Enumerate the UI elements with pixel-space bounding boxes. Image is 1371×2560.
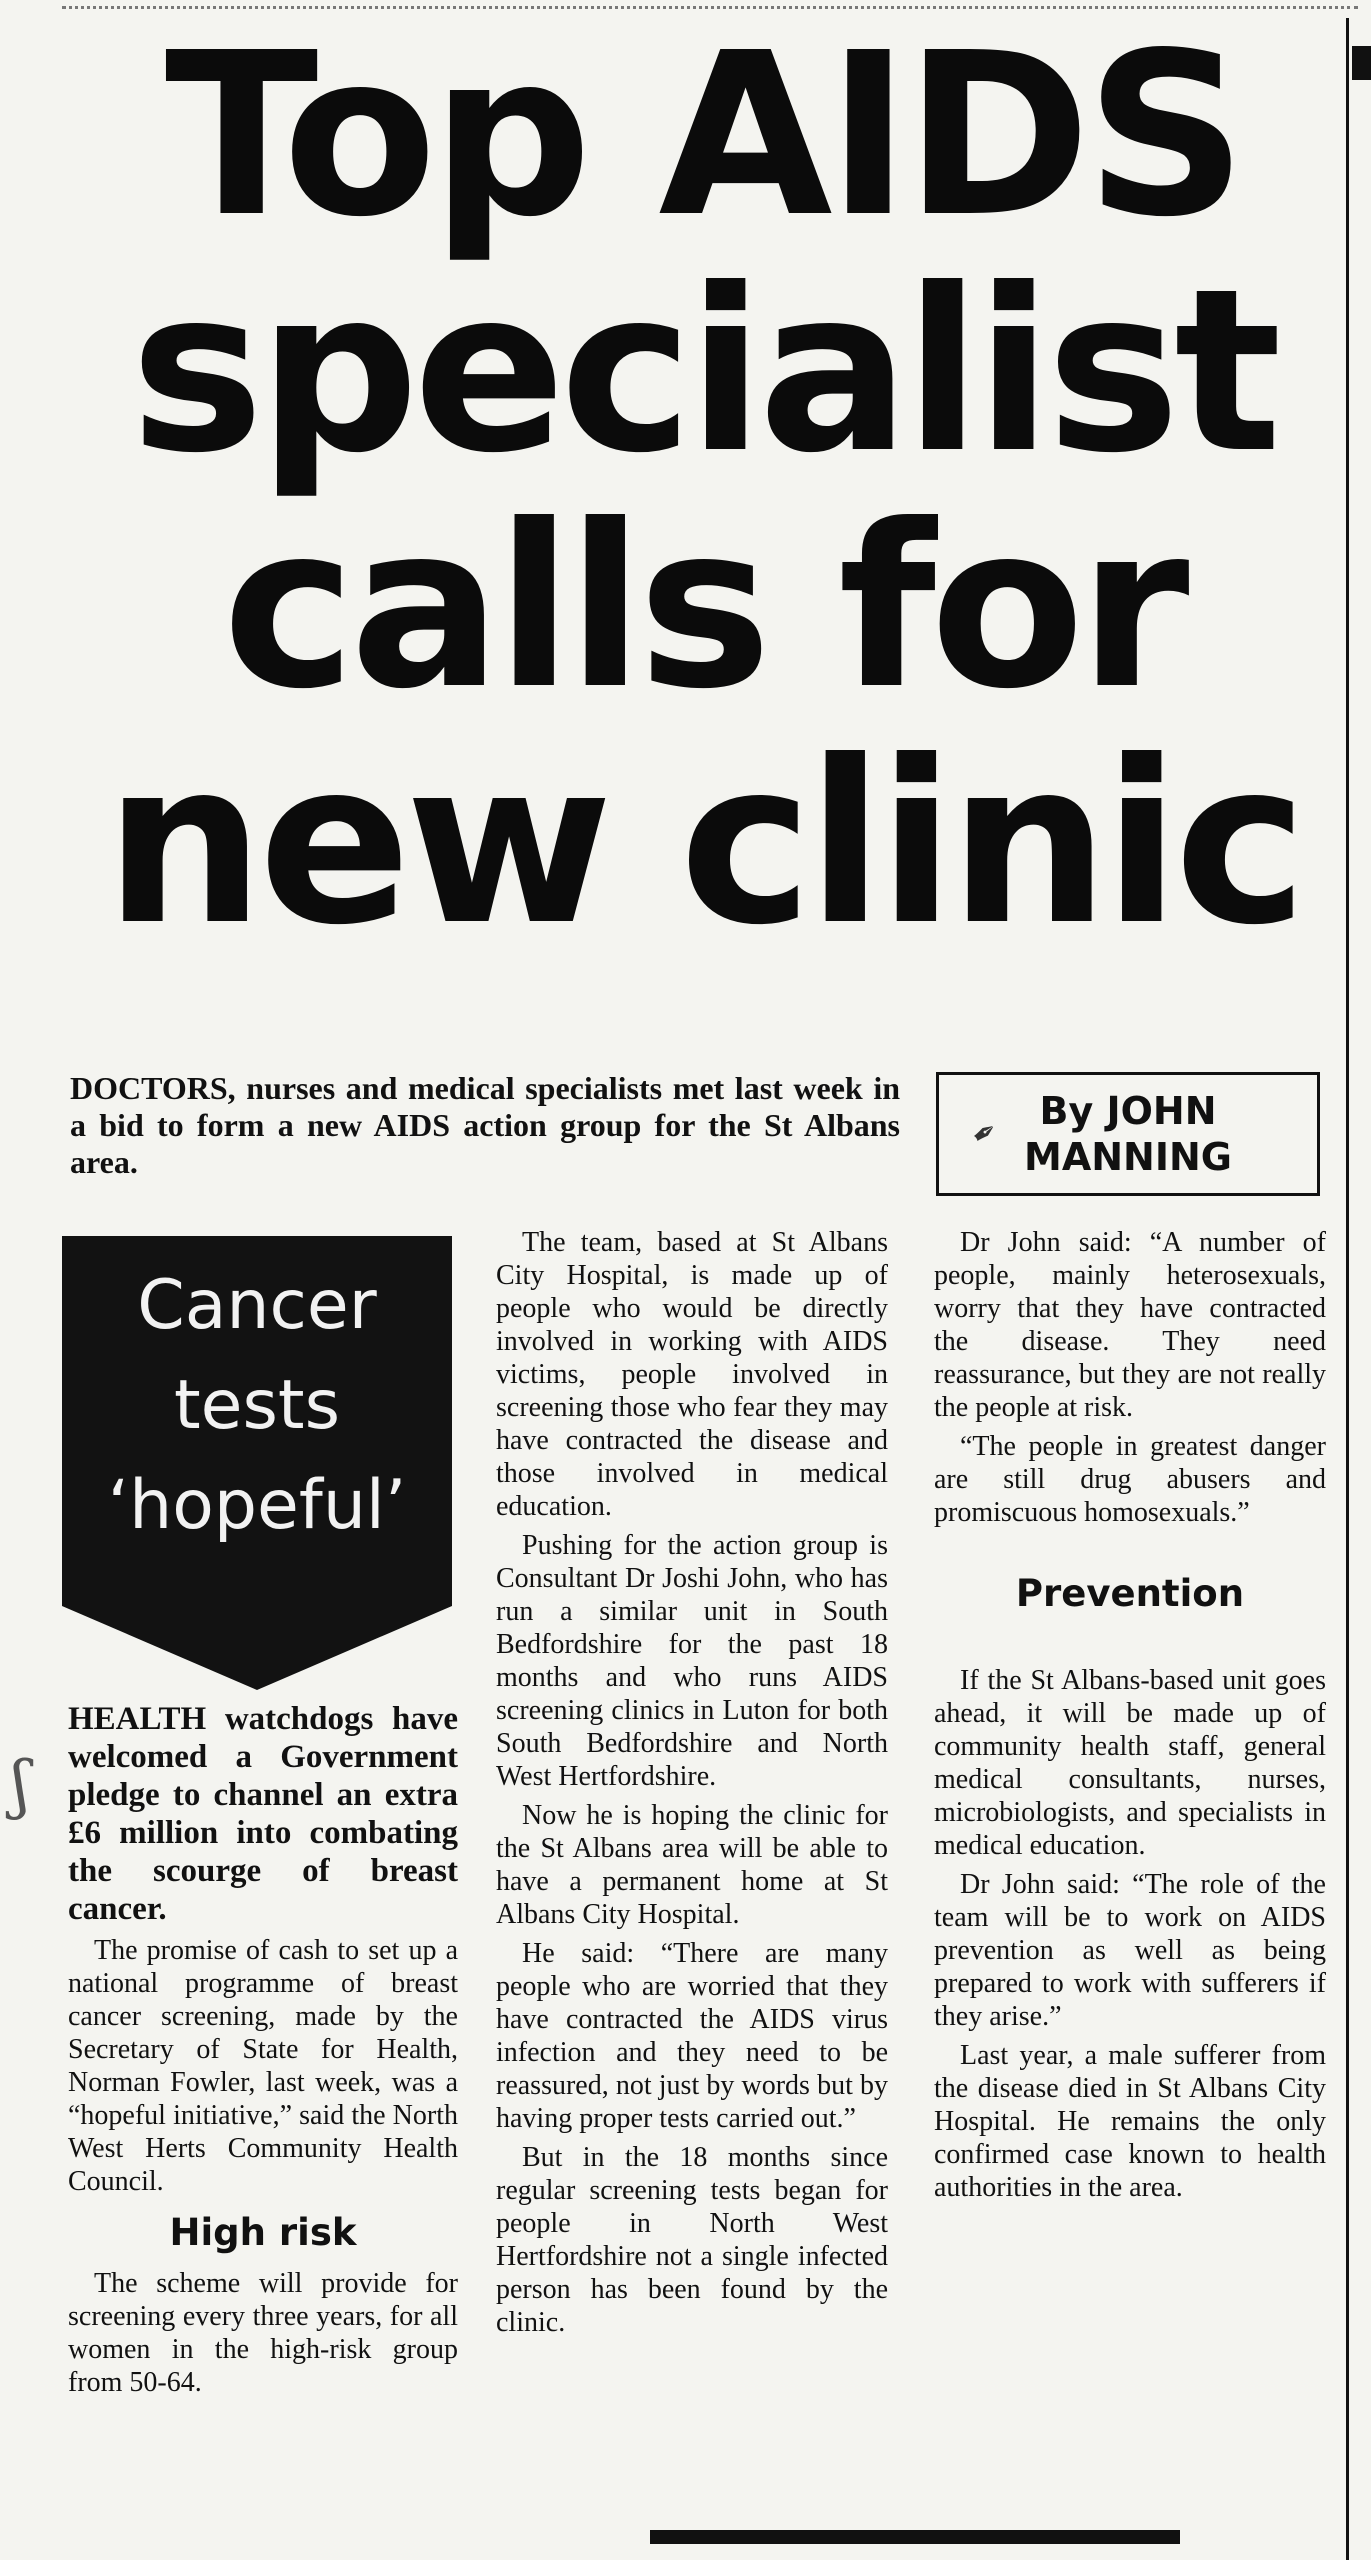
sidebar-line-1: Cancer bbox=[137, 1266, 377, 1345]
headline-line-2: specialist bbox=[130, 241, 1276, 503]
column1-paragraph-3: The scheme will provide for screening every three years, for all women in the high-risk group from 50-64. bbox=[68, 2268, 458, 2398]
adjacent-column-marker bbox=[1352, 46, 1371, 80]
byline-box bbox=[936, 1072, 1320, 1196]
headline-line-3: calls for bbox=[222, 477, 1184, 739]
column3-paragraph-1: Dr John said: “A number of people, mainly heterosexuals, worry that they have contracted the disease. They need reassurance, but they are not really the people at risk. bbox=[934, 1227, 1326, 1423]
intro-paragraph: DOCTORS, nurses and medical specialists met last week in a bid to form a new AIDS action group for the St Albans area. bbox=[70, 1070, 900, 1180]
column3-paragraph-3: If the St Albans-based unit goes ahead, it will be made up of community health staff, general medical consultants, nurses, microbiologists, and specialists in medical education. bbox=[934, 1665, 1326, 1861]
column2-paragraph-1: The team, based at St Albans City Hospital, is made up of people who would be directly involved in working with AIDS victims, people involved in screening those who fear they may have contracted the disease and those involved in medical education. bbox=[496, 1227, 888, 1522]
column-2 bbox=[496, 1226, 888, 2345]
column2-paragraph-2: Pushing for the action group is Consultant Dr Joshi John, who has run a similar unit in South Bedfordshire for the past 18 months and who runs AIDS screening clinics in Luton for both South Bedfordshire and North West Hertfordshire. bbox=[496, 1530, 888, 1792]
byline-line-1: By JOHN bbox=[1039, 1089, 1217, 1133]
headline-line-1: Top AIDS bbox=[164, 5, 1242, 267]
byline-line-2: MANNING bbox=[1024, 1135, 1232, 1179]
column3-paragraph-4: Dr John said: “The role of the team will be to work on AIDS prevention as well as being prepared to work with sufferers if they arise.” bbox=[934, 1869, 1326, 2032]
headline bbox=[68, 5, 1338, 975]
column3-paragraph-2: “The people in greatest danger are still drug abusers and promiscuous homosexuals.” bbox=[934, 1431, 1326, 1528]
column-rule-right bbox=[1346, 18, 1349, 2560]
column-3 bbox=[934, 1226, 1326, 2210]
sidebar-line-3: ‘hopeful’ bbox=[107, 1466, 407, 1545]
subhead-prevention: Prevention bbox=[1015, 1572, 1245, 1615]
pen-mark-icon: ✒ bbox=[964, 1112, 1006, 1156]
column2-paragraph-5: But in the 18 months since regular screening tests began for people in North West Hertfordshire not a single infected person has been found by the clinic. bbox=[496, 2142, 888, 2338]
health-paragraph: HEALTH watchdogs have welcomed a Government pledge to channel an extra £6 million into combating the scourge of breast cancer. bbox=[68, 1701, 458, 1927]
column2-paragraph-3: Now he is hoping the clinic for the St Albans area will be able to have a permanent home at St Albans City Hospital. bbox=[496, 1800, 888, 1930]
subhead-high-risk: High risk bbox=[169, 2211, 357, 2254]
headline-line-4: new clinic bbox=[104, 713, 1302, 975]
column3-paragraph-5: Last year, a male sufferer from the disease died in St Albans City Hospital. He remains the only confirmed case known to health authorities in the area. bbox=[934, 2040, 1326, 2203]
sidebar-headline bbox=[62, 1256, 452, 1556]
bottom-rule bbox=[650, 2530, 1180, 2544]
margin-scribble-icon: ʃ bbox=[12, 1748, 30, 1822]
column-1 bbox=[68, 1700, 458, 2405]
sidebar-cancer-tests bbox=[62, 1236, 452, 1690]
sidebar-line-2: tests bbox=[173, 1366, 340, 1445]
column2-paragraph-4: He said: “There are many people who are worried that they have contracted the AIDS virus infection and they need to be reassured, not just by words but by having proper tests carried out.” bbox=[496, 1938, 888, 2134]
column1-paragraph-2: The promise of cash to set up a national programme of breast cancer screening, made by the Secretary of State for Health, Norman Fowler, last week, was a “hopeful initiative,” said the North West Herts Community Health Council. bbox=[68, 1935, 458, 2197]
